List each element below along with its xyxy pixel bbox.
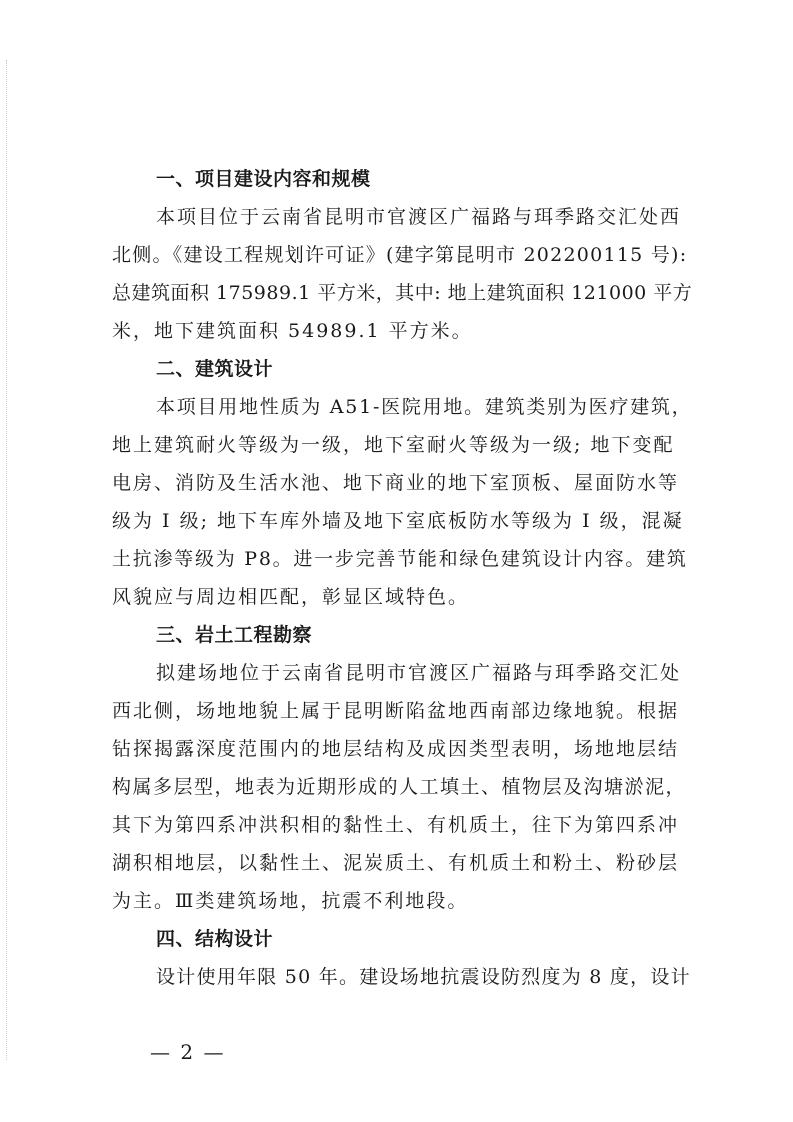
paragraph-line: 西北侧，场地地貌上属于昆明断陷盆地西南部边缘地貌。根据	[112, 700, 680, 722]
paragraph-line: 级为 I 级; 地下车库外墙及地下室底板防水等级为 I 级，混凝	[112, 510, 684, 532]
section-paragraph-1	[112, 198, 692, 350]
section-heading-2: 二、建筑设计	[156, 358, 274, 380]
paragraph-line: 本项目用地性质为 A51-医院用地。建筑类别为医疗建筑，	[156, 396, 693, 418]
section-heading-3: 三、岩土工程勘察	[156, 624, 313, 646]
paragraph-line: 电房、消防及生活水池、地下商业的地下室顶板、屋面防水等	[112, 472, 680, 494]
paragraph-line: 北侧。《建设工程规划许可证》(建字第昆明市 202200115 号):	[112, 244, 688, 266]
section-paragraph-3	[112, 654, 692, 920]
paragraph-line: 其下为第四系冲洪积相的黏性土、有机质土，往下为第四系冲	[112, 814, 680, 836]
paragraph-line: 风貌应与周边相匹配，彰显区域特色。	[112, 586, 470, 608]
paragraph-line: 本项目位于云南省昆明市官渡区广福路与珥季路交汇处西	[156, 206, 682, 228]
paragraph-line: 为主。Ⅲ类建筑场地，抗震不利地段。	[112, 890, 469, 912]
document-body	[112, 160, 692, 996]
paragraph-line: 设计使用年限 50 年。建设场地抗震设防烈度为 8 度，设计	[156, 966, 691, 988]
paragraph-line: 钻探揭露深度范围内的地层结构及成因类型表明，场地地层结	[112, 738, 680, 760]
paragraph-line: 土抗渗等级为 P8。进一步完善节能和绿色建筑设计内容。建筑	[112, 548, 688, 570]
section-heading-1: 一、项目建设内容和规模	[156, 168, 371, 190]
paragraph-line: 拟建场地位于云南省昆明市官渡区广福路与珥季路交汇处	[156, 662, 682, 684]
paragraph-line: 米，地下建筑面积 54989.1 平方米。	[112, 320, 473, 342]
paragraph-line: 总建筑面积 175989.1 平方米，其中: 地上建筑面积 121000 平方	[112, 282, 693, 304]
section-heading-4: 四、结构设计	[156, 928, 274, 950]
page-number: — 2 —	[150, 1040, 226, 1064]
paragraph-line: 地上建筑耐火等级为一级，地下室耐火等级为一级; 地下变配	[112, 434, 675, 456]
paragraph-line: 构属多层型，地表为近期形成的人工填土、植物层及沟塘淤泥，	[112, 776, 687, 798]
section-paragraph-4	[112, 958, 692, 996]
section-paragraph-2	[112, 388, 692, 616]
paragraph-line: 湖积相地层，以黏性土、泥炭质土、有机质土和粉土、粉砂层	[112, 852, 680, 874]
binding-edge-marks	[6, 60, 8, 1060]
